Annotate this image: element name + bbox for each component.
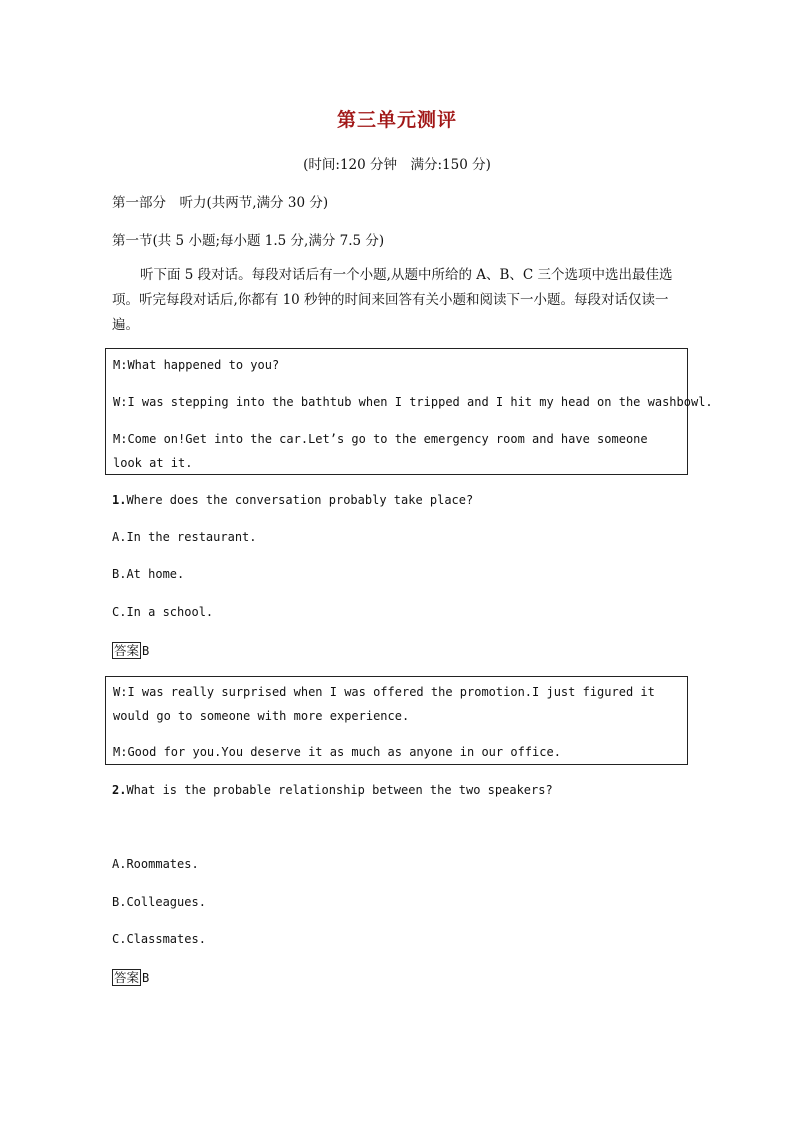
dialogue-line: W:I was really surprised when I was offered the promotion.I just figured it would go to someone with more experience. [113, 685, 655, 723]
answer-value: B [142, 644, 150, 658]
option-c: C.In a school. [112, 605, 214, 619]
option-a: A.In the restaurant. [112, 530, 257, 544]
question-text: Where does the conversation probably take place? [126, 493, 474, 507]
page-title: 第三单元测评 [336, 109, 457, 131]
option-c: C.Classmates. [112, 932, 206, 946]
instructions-text: 听下面 5 段对话。每段对话后有一个小题,从题中所给的 A、B、C 三个选项中选出最佳选项。听完每段对话后,你都有 10 秒钟的时间来回答有关小题和阅读下一小题。每段对话仅读一遍。 [112, 267, 673, 333]
question-number: 1. [112, 493, 127, 507]
time-info: (时间:120 分钟 满分:150 分) [303, 157, 491, 173]
question-number: 2. [112, 783, 127, 797]
answer-1 [112, 641, 149, 659]
option-b: B.Colleagues. [112, 895, 206, 909]
answer-label: 答案 [114, 970, 140, 985]
dialogue-box-1 [105, 348, 713, 475]
dialogue-line: M:Come on!Get into the car.Let’s go to the emergency room and have someone look at it. [113, 432, 648, 470]
answer-value: B [142, 971, 150, 985]
question-2 [112, 783, 553, 797]
instructions-paragraph [112, 263, 684, 338]
option-b: B.At home. [112, 567, 185, 581]
dialogue-line: M:Good for you.You deserve it as much as anyone in our office. [113, 745, 561, 759]
dialogue-box-2 [105, 676, 688, 765]
option-a: A.Roommates. [112, 857, 199, 871]
question-text: What is the probable relationship between the two speakers? [126, 783, 553, 797]
part-heading: 第一部分 听力(共两节,满分 30 分) [112, 195, 329, 211]
section-heading: 第一节(共 5 小题;每小题 1.5 分,满分 7.5 分) [112, 233, 385, 249]
answer-2 [112, 968, 149, 986]
dialogue-line: W:I was stepping into the bathtub when I tripped and I hit my head on the washbowl. [113, 395, 713, 409]
question-1 [112, 493, 473, 507]
dialogue-line: M:What happened to you? [113, 358, 280, 372]
answer-label: 答案 [114, 643, 140, 658]
